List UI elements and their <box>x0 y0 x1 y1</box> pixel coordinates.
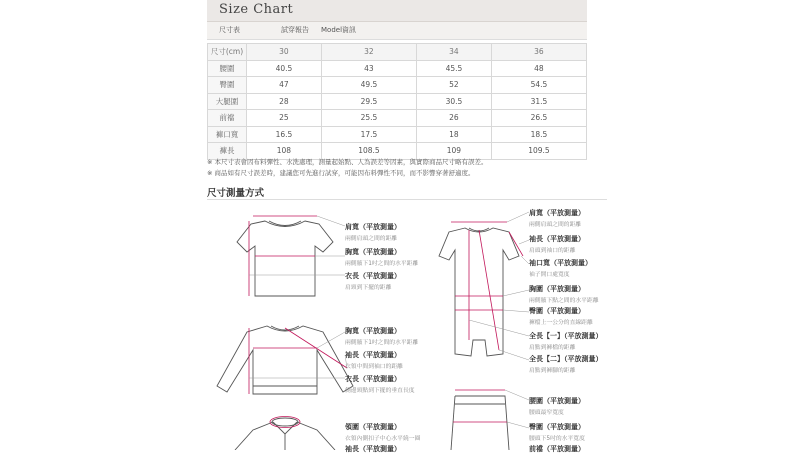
label-title: 袖長（平放測量） <box>529 235 585 243</box>
table-cell: 45.5 <box>416 60 491 77</box>
label-title: 胸寬（平放測量） <box>345 248 401 256</box>
label-collar <box>345 422 420 442</box>
label-sleeve-length <box>529 234 585 254</box>
label-desc: 側邊頸點到下擺的垂直長度 <box>345 388 415 394</box>
table-row <box>208 110 587 127</box>
label-chest-width <box>345 326 418 346</box>
label-desc: 肩頭到袖口的距離 <box>529 248 576 254</box>
label-title: 袖口寬（平放測量） <box>529 259 592 267</box>
table-cell: 109.5 <box>491 143 586 160</box>
table-corner-cell: 尺寸(cm) <box>208 44 247 61</box>
table-cell: 52 <box>416 77 491 94</box>
table-cell: 28 <box>247 93 322 110</box>
table-cell: 25 <box>247 110 322 127</box>
table-cell: 17.5 <box>321 126 416 143</box>
table-cell: 109 <box>416 143 491 160</box>
row-label: 大腿圍 <box>208 93 247 110</box>
table-cell: 108.5 <box>321 143 416 160</box>
label-desc: 袖子開口處寬度 <box>529 272 570 278</box>
size-chart-title: Size Chart <box>219 2 294 17</box>
tab-fitting-report[interactable]: 試穿報告 <box>281 26 309 34</box>
label-chest <box>529 284 599 304</box>
label-title: 全長【二】（平放測量） <box>529 355 603 363</box>
label-chest-width <box>345 247 418 267</box>
sweater-measure-lines <box>249 328 347 394</box>
note-text: ※ 商品如有尺寸誤差時，建議您可先進行試穿，可能因布料彈性不同，而不影響穿著舒適度。 <box>207 169 475 177</box>
table-cell: 54.5 <box>491 77 586 94</box>
label-desc: 兩側腋下1吋之間的水平距離 <box>345 261 419 267</box>
label-title: 領圍（平放測量） <box>345 423 401 431</box>
label-desc: 兩側腋下點之間的水平距離 <box>529 298 599 304</box>
table-row <box>208 77 587 94</box>
label-front-rise <box>529 444 585 454</box>
row-label: 前襠 <box>208 110 247 127</box>
label-title: 前襠（平放測量） <box>529 445 585 453</box>
table-cell: 108 <box>247 143 322 160</box>
label-title: 衣長（平放測量） <box>345 375 401 383</box>
table-cell: 26 <box>416 110 491 127</box>
label-shoulder-width <box>345 222 401 242</box>
size-chart-header <box>207 0 587 22</box>
onesie-measure-lines <box>451 212 529 360</box>
label-title: 衣長（平放測量） <box>345 272 401 280</box>
label-desc: 兩側肩頭之間的距離 <box>529 222 582 228</box>
table-cell: 31.5 <box>491 93 586 110</box>
label-body-length <box>345 374 415 394</box>
label-title: 全長【一】（平放測量） <box>529 332 603 340</box>
label-waist <box>529 396 585 416</box>
label-title: 肩寬（平放測量） <box>529 209 585 217</box>
table-cell: 48 <box>491 60 586 77</box>
row-label: 臀圍 <box>208 77 247 94</box>
label-title: 肩寬（平放測量） <box>345 223 401 231</box>
label-desc: 腰頭最窄寬度 <box>529 410 564 416</box>
label-desc: 腰頭下5吋的水平寬度 <box>529 436 585 442</box>
tab-bar <box>207 22 587 40</box>
tab-size-table[interactable]: 尺寸表 <box>219 26 240 34</box>
note-text: ※ 本尺寸表會因布料彈性、水洗處理，測量起始點、人為誤差等因素，與實際商品尺寸略有誤差。 <box>207 158 488 166</box>
table-column-header: 32 <box>321 44 416 61</box>
label-cuff-width <box>529 258 592 278</box>
label-desc: 衣領中間到袖口的距離 <box>345 364 403 370</box>
table-header-row <box>208 44 587 61</box>
label-desc: 兩側肩頭之間的距離 <box>345 236 398 242</box>
table-column-header: 36 <box>491 44 586 61</box>
label-sleeve-length <box>345 444 401 454</box>
label-title: 袖長（平放測量） <box>345 445 401 453</box>
row-label: 褲長 <box>208 143 247 160</box>
table-cell: 29.5 <box>321 93 416 110</box>
table-cell: 43 <box>321 60 416 77</box>
table-row <box>208 60 587 77</box>
label-desc: 肩點到褲檔的距離 <box>529 345 576 351</box>
table-cell: 18 <box>416 126 491 143</box>
table-column-header: 34 <box>416 44 491 61</box>
table-row <box>208 126 587 143</box>
table-cell: 18.5 <box>491 126 586 143</box>
label-hip <box>529 422 585 442</box>
table-cell: 25.5 <box>321 110 416 127</box>
tshirt-measure-lines <box>249 216 345 296</box>
measurement-diagram <box>207 200 617 453</box>
size-table <box>207 43 587 160</box>
label-sleeve-length <box>345 350 403 370</box>
label-desc: 兩側腋下1吋之間的水平距離 <box>345 340 419 346</box>
label-desc: 肩頸到下擺的距離 <box>345 285 392 291</box>
tab-model-info[interactable]: Model資訊 <box>321 26 357 34</box>
table-cell: 40.5 <box>247 60 322 77</box>
shirt-illustration <box>235 418 335 450</box>
row-label: 褲口寬 <box>208 126 247 143</box>
pants-illustration <box>451 396 509 450</box>
label-body-length <box>345 271 401 291</box>
label-desc: 肩點到褲腳的距離 <box>529 368 576 374</box>
label-title: 臀圍（平放測量） <box>529 307 585 315</box>
label-desc: 褲檔上一公分的直線距離 <box>529 320 593 326</box>
table-cell: 47 <box>247 77 322 94</box>
label-title: 袖長（平放測量） <box>345 351 401 359</box>
onesie-illustration <box>439 228 519 356</box>
label-title: 胸圍（平放測量） <box>529 285 585 293</box>
sweater-illustration <box>217 326 353 394</box>
table-cell: 26.5 <box>491 110 586 127</box>
label-hip <box>529 306 593 326</box>
row-label: 腰圍 <box>208 60 247 77</box>
table-column-header: 30 <box>247 44 322 61</box>
label-full-length-2 <box>529 354 603 374</box>
tshirt-illustration <box>237 221 333 296</box>
label-shoulder-width <box>529 208 585 228</box>
table-row <box>208 93 587 110</box>
label-title: 臀圍（平放測量） <box>529 423 585 431</box>
label-title: 胸寬（平放測量） <box>345 327 401 335</box>
table-cell: 49.5 <box>321 77 416 94</box>
label-full-length-1 <box>529 331 603 351</box>
table-cell: 16.5 <box>247 126 322 143</box>
section-title: 尺寸測量方式 <box>207 188 265 199</box>
label-title: 腰圍（平放測量） <box>529 397 585 405</box>
label-desc: 衣領內側扣子中心水平繞一圈 <box>345 436 421 442</box>
table-cell: 30.5 <box>416 93 491 110</box>
